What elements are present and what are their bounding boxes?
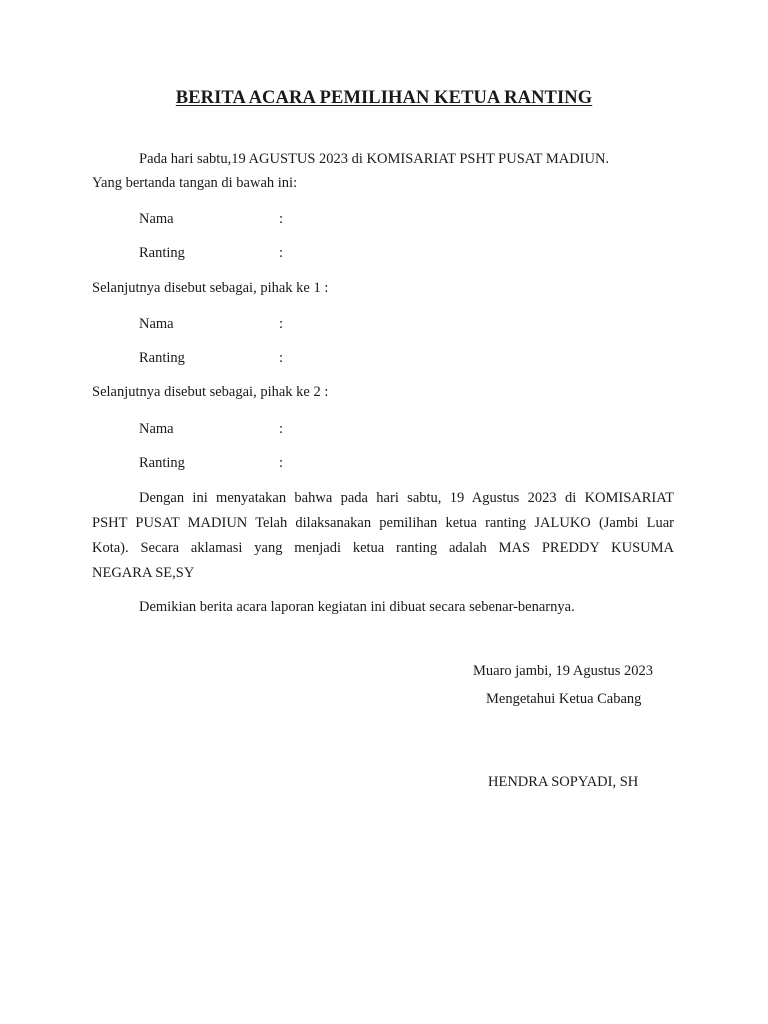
- field-colon-ranting-3: :: [279, 455, 284, 471]
- field-label-name-2: Nama: [139, 316, 174, 332]
- field-colon-name-3: :: [279, 421, 284, 437]
- field-colon-ranting-2: :: [279, 350, 284, 366]
- party1-caption: Selanjutnya disebut sebagai, pihak ke 1 :: [92, 280, 329, 296]
- field-colon-ranting-1: :: [279, 245, 284, 261]
- closing-statement: Demikian berita acara laporan kegiatan ini dibuat secara sebenar-benarnya.: [139, 599, 575, 615]
- field-label-name-1: Nama: [139, 211, 174, 227]
- field-colon-name-1: :: [279, 211, 284, 227]
- acknowledged-by: Mengetahui Ketua Cabang: [486, 691, 642, 707]
- statement-line-1: Dengan ini menyatakan bahwa pada hari sabtu, 19 Agustus 2023 di KOMISARIAT: [139, 490, 674, 506]
- statement-line-2: PSHT PUSAT MADIUN Telah dilaksanakan pemilihan ketua ranting JALUKO (Jambi Luar: [92, 515, 674, 531]
- field-label-ranting-3: Ranting: [139, 455, 185, 471]
- document-title: BERITA ACARA PEMILIHAN KETUA RANTING: [175, 88, 593, 108]
- statement-line-3: Kota). Secara aklamasi yang menjadi ketua ranting adalah MAS PREDDY KUSUMA: [92, 540, 674, 556]
- signatory-name: HENDRA SOPYADI, SH: [488, 774, 639, 790]
- field-colon-name-2: :: [279, 316, 284, 332]
- party2-caption: Selanjutnya disebut sebagai, pihak ke 2 :: [92, 384, 329, 400]
- place-date: Muaro jambi, 19 Agustus 2023: [473, 663, 654, 679]
- field-label-ranting-2: Ranting: [139, 350, 185, 366]
- statement-line-4: NEGARA SE,SY: [92, 565, 195, 581]
- opening-line-1: Pada hari sabtu,19 AGUSTUS 2023 di KOMISARIAT PSHT PUSAT MADIUN.: [139, 151, 610, 167]
- opening-line-2: Yang bertanda tangan di bawah ini:: [92, 175, 298, 191]
- field-label-name-3: Nama: [139, 421, 174, 437]
- field-label-ranting-1: Ranting: [139, 245, 185, 261]
